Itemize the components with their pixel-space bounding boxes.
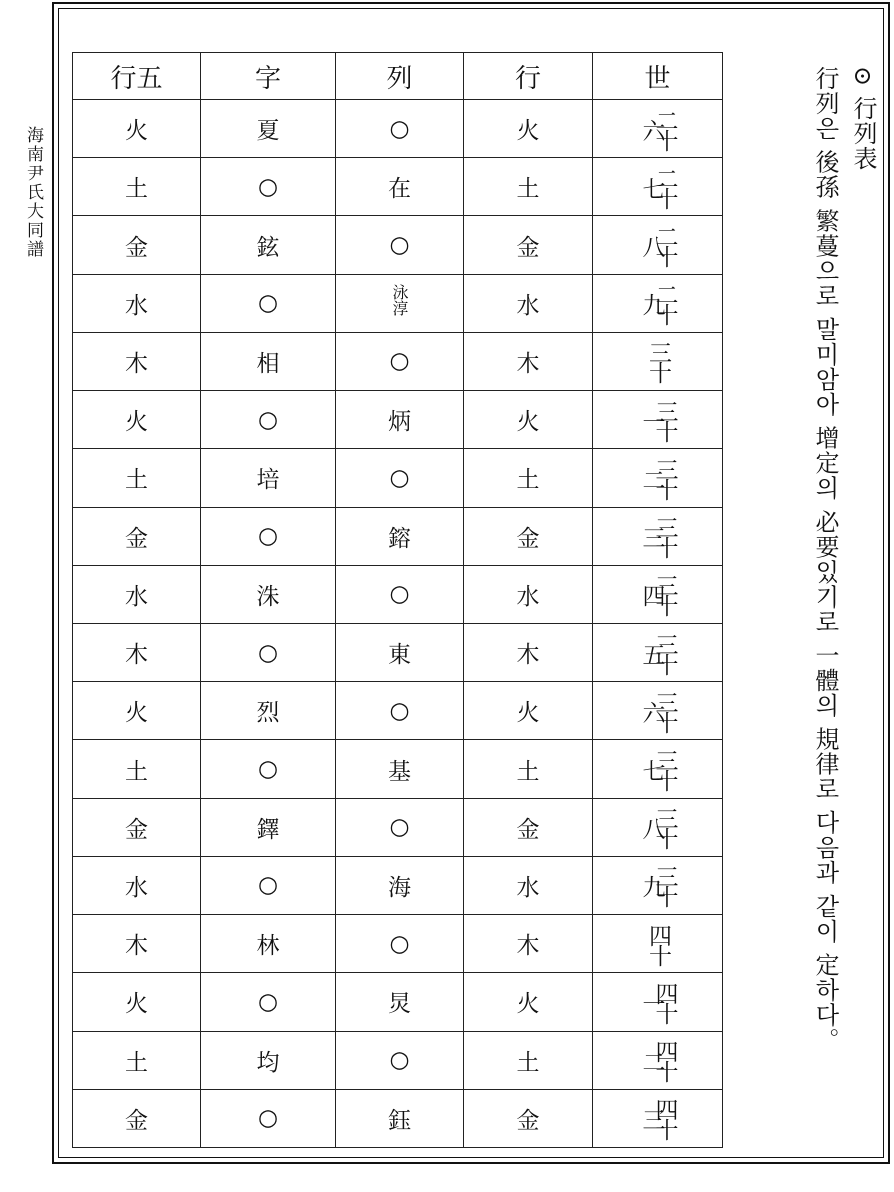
- gen-cell: [593, 158, 723, 216]
- haeng-cell: 木: [464, 332, 593, 390]
- ja-cell: 培: [201, 449, 336, 507]
- generation-number: 三十四: [638, 574, 678, 615]
- generation-number: 四十: [645, 923, 671, 964]
- yeol-cell: ○: [336, 216, 464, 274]
- yeol-cell: 在: [336, 158, 464, 216]
- haeng-cell: 金: [464, 1089, 593, 1147]
- ohaeng-cell: 木: [73, 915, 201, 973]
- ja-cell: 相: [201, 332, 336, 390]
- generation-number: 三十三: [638, 516, 678, 557]
- gen-cell: [593, 565, 723, 623]
- yeol-cell: ○: [336, 100, 464, 158]
- ohaeng-cell: 火: [73, 391, 201, 449]
- table-row: [73, 1031, 723, 1089]
- generation-number: 四十二: [638, 1040, 678, 1081]
- ja-cell: 洙: [201, 565, 336, 623]
- gen-cell: [593, 1031, 723, 1089]
- haeng-cell: 水: [464, 856, 593, 914]
- yeol-cell: ○: [336, 449, 464, 507]
- table-row: [73, 740, 723, 798]
- generation-number: 四十一: [638, 981, 678, 1022]
- table-row: [73, 856, 723, 914]
- table-row: [73, 100, 723, 158]
- haeng-cell: 火: [464, 682, 593, 740]
- table-row: [73, 1089, 723, 1147]
- header-yeol: 列: [336, 53, 464, 100]
- ohaeng-cell: 土: [73, 740, 201, 798]
- ja-cell: ○: [201, 740, 336, 798]
- haeng-cell: 金: [464, 798, 593, 856]
- generation-name-table: [72, 52, 723, 1148]
- gen-cell: [593, 507, 723, 565]
- generation-number: 二十八: [638, 225, 678, 266]
- haeng-cell: 土: [464, 740, 593, 798]
- ohaeng-cell: 火: [73, 100, 201, 158]
- yeol-cell: [336, 274, 464, 332]
- section-heading: [844, 66, 882, 1156]
- ja-cell: 林: [201, 915, 336, 973]
- haeng-cell: 土: [464, 158, 593, 216]
- generation-number: 四十三: [638, 1098, 678, 1139]
- ja-cell: ○: [201, 507, 336, 565]
- table-row: [73, 798, 723, 856]
- ohaeng-cell: 土: [73, 449, 201, 507]
- yeol-cell: 炅: [336, 973, 464, 1031]
- ja-cell: ○: [201, 623, 336, 681]
- ohaeng-cell: 木: [73, 623, 201, 681]
- header-ohaeng: 行五: [73, 53, 201, 100]
- haeng-cell: 木: [464, 915, 593, 973]
- table-row: [73, 158, 723, 216]
- generation-number: 三十九: [638, 865, 678, 906]
- haeng-cell: 火: [464, 100, 593, 158]
- ja-cell: ○: [201, 973, 336, 1031]
- ohaeng-cell: 水: [73, 274, 201, 332]
- table-row: [73, 915, 723, 973]
- gen-cell: [593, 274, 723, 332]
- yeol-cell: ○: [336, 798, 464, 856]
- gen-cell: [593, 798, 723, 856]
- section-paragraph: 行列은 後孫 繁蔓으로 말미암아 增定의 必要있기로 一體의 規律로 다음과 같이 定하다。: [811, 66, 839, 1053]
- table-row: [73, 449, 723, 507]
- ohaeng-cell: 火: [73, 973, 201, 1031]
- ohaeng-cell: 木: [73, 332, 201, 390]
- header-gen: 世: [593, 53, 723, 100]
- generation-number: 三十八: [638, 807, 678, 848]
- yeol-cell: ○: [336, 915, 464, 973]
- gen-cell: [593, 449, 723, 507]
- generation-number: 三十五: [638, 632, 678, 673]
- generation-number: 三十六: [638, 690, 678, 731]
- gen-cell: [593, 1089, 723, 1147]
- gen-cell: [593, 332, 723, 390]
- header-haeng: 行: [464, 53, 593, 100]
- ja-cell: 鉉: [201, 216, 336, 274]
- ja-cell: 均: [201, 1031, 336, 1089]
- gen-cell: [593, 623, 723, 681]
- generation-number: 二十七: [638, 166, 678, 207]
- ohaeng-cell: 土: [73, 158, 201, 216]
- gen-cell: [593, 740, 723, 798]
- table-row: [73, 682, 723, 740]
- ja-cell: ○: [201, 391, 336, 449]
- spine-title: 海南尹氏大同譜: [23, 126, 43, 259]
- ja-cell: ○: [201, 856, 336, 914]
- yeol-cell: 基: [336, 740, 464, 798]
- ohaeng-cell: 水: [73, 565, 201, 623]
- yeol-cell: 海: [336, 856, 464, 914]
- yeol-cell: 鈺: [336, 1089, 464, 1147]
- yeol-cell: ○: [336, 1031, 464, 1089]
- generation-number: 三十: [645, 341, 671, 382]
- ja-cell: ○: [201, 1089, 336, 1147]
- table-row: [73, 216, 723, 274]
- stacked-characters: 泳淳: [390, 284, 409, 317]
- haeng-cell: 木: [464, 623, 593, 681]
- generation-number: 三十一: [638, 399, 678, 440]
- gen-cell: [593, 915, 723, 973]
- ja-cell: 烈: [201, 682, 336, 740]
- ohaeng-cell: 金: [73, 1089, 201, 1147]
- yeol-cell: 鎔: [336, 507, 464, 565]
- ja-cell: 鐸: [201, 798, 336, 856]
- table-row: [73, 274, 723, 332]
- table-row: [73, 973, 723, 1031]
- ja-cell: ○: [201, 274, 336, 332]
- gen-cell: [593, 973, 723, 1031]
- table-row: [73, 507, 723, 565]
- haeng-cell: 土: [464, 449, 593, 507]
- section-title: 行列表: [849, 95, 877, 171]
- yeol-cell: ○: [336, 565, 464, 623]
- ohaeng-cell: 火: [73, 682, 201, 740]
- table-row: [73, 565, 723, 623]
- table-row: [73, 623, 723, 681]
- haeng-cell: 火: [464, 391, 593, 449]
- explanation-text: [732, 66, 882, 1156]
- haeng-cell: 水: [464, 274, 593, 332]
- haeng-cell: 土: [464, 1031, 593, 1089]
- generation-number: 二十六: [638, 108, 678, 149]
- ja-cell: 夏: [201, 100, 336, 158]
- generation-number: 三十七: [638, 749, 678, 790]
- haeng-cell: 火: [464, 973, 593, 1031]
- circle-dot-bullet-icon: ⊙: [849, 66, 877, 88]
- yeol-cell: ○: [336, 682, 464, 740]
- gen-cell: [593, 682, 723, 740]
- generation-number: 三十二: [638, 457, 678, 498]
- ohaeng-cell: 水: [73, 856, 201, 914]
- ohaeng-cell: 金: [73, 216, 201, 274]
- gen-cell: [593, 856, 723, 914]
- header-ja: 字: [201, 53, 336, 100]
- gen-cell: [593, 100, 723, 158]
- table-row: [73, 391, 723, 449]
- gen-cell: [593, 216, 723, 274]
- yeol-cell: ○: [336, 332, 464, 390]
- haeng-cell: 金: [464, 507, 593, 565]
- ja-cell: ○: [201, 158, 336, 216]
- yeol-cell: 東: [336, 623, 464, 681]
- ohaeng-cell: 金: [73, 798, 201, 856]
- generation-number: 二十九: [638, 283, 678, 324]
- table-row: [73, 332, 723, 390]
- yeol-cell: 炳: [336, 391, 464, 449]
- gen-cell: [593, 391, 723, 449]
- table-header-row: [73, 53, 723, 100]
- ohaeng-cell: 金: [73, 507, 201, 565]
- haeng-cell: 金: [464, 216, 593, 274]
- ohaeng-cell: 土: [73, 1031, 201, 1089]
- haeng-cell: 水: [464, 565, 593, 623]
